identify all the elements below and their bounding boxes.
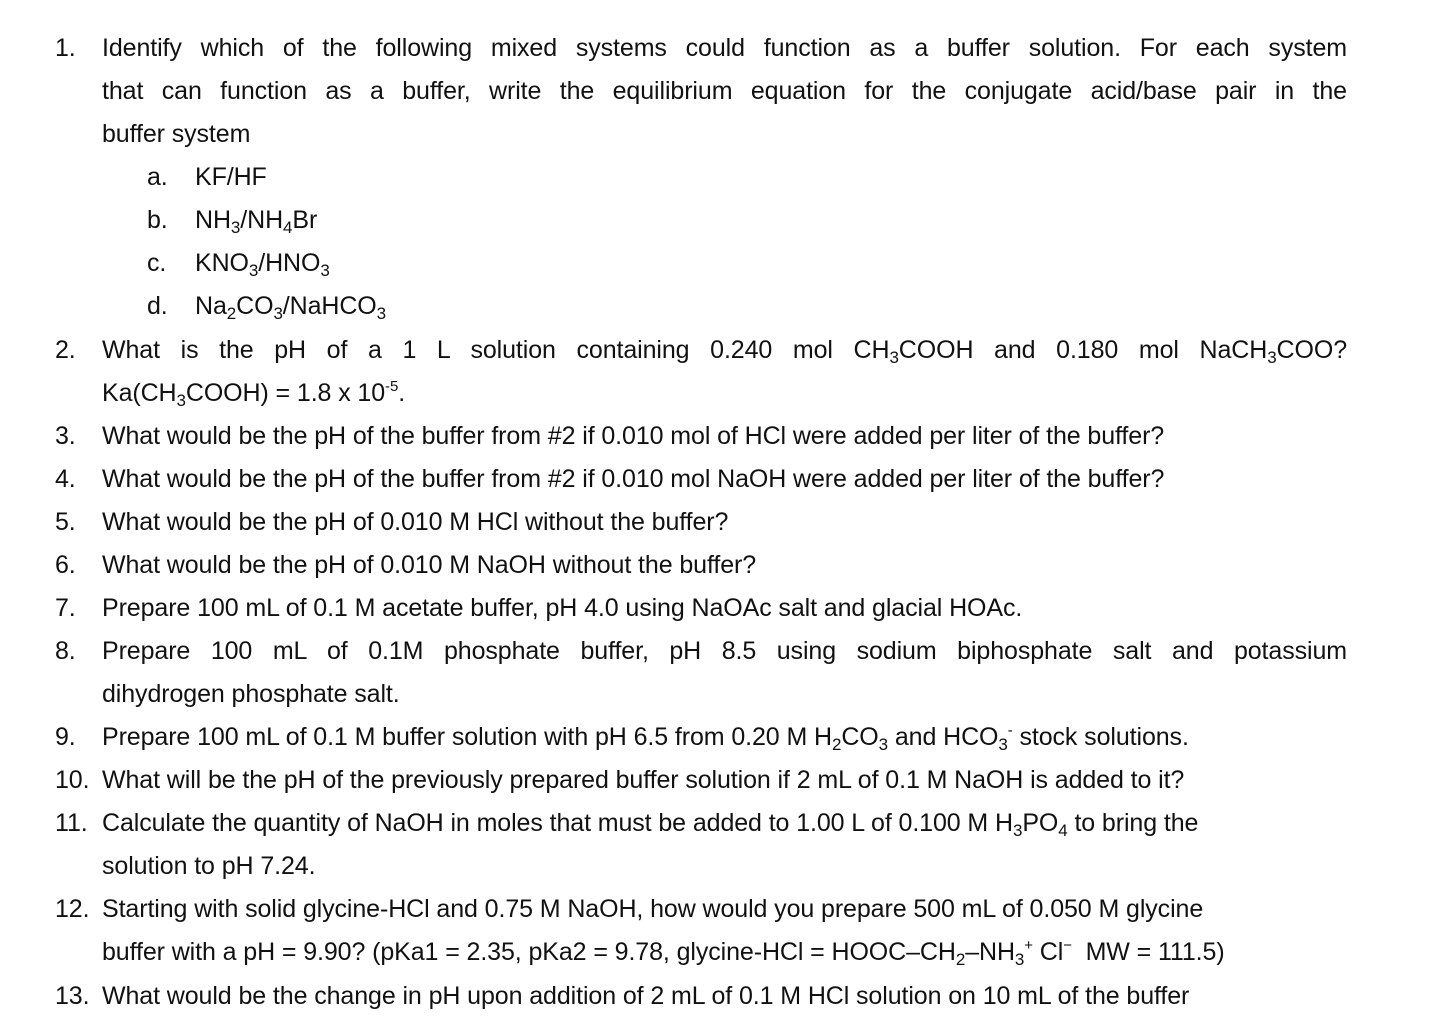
question-number: 4. [55, 465, 76, 493]
question-text-line: What will be the pH of the previously prepared buffer solution if 2 mL of 0.1 M NaOH is added to it? [102, 766, 1185, 794]
question-number: 12. [55, 895, 90, 923]
question-text-line: Prepare 100 mL of 0.1 M acetate buffer, pH 4.0 using NaOAc salt and glacial HOAc. [102, 594, 1023, 622]
question-text-line: Prepare 100 mL of 0.1 M buffer solution with pH 6.5 from 0.20 M $H_2CO_3$ and $HCO_3^-$ stock solutions. [102, 722, 1189, 754]
question-number: 2. [55, 336, 76, 364]
option-text: $KNO_3/HNO_3$ [195, 249, 330, 280]
question-text-line: $Ka(CH_3COOH) = 1.8$ x $10^{-5}$. [102, 378, 406, 410]
question-number: 5. [55, 508, 76, 536]
option-letter: d. [147, 292, 168, 320]
question-text-line: buffer with a pH = 9.90? (pKa1 = 2.35, pKa2 = 9.78, glycine-HCl = HOOC–$CH_2-NH_3^+$ Cl− MW = 111.5) [102, 937, 1225, 969]
option-letter: b. [147, 206, 168, 234]
question-number: 13. [55, 982, 90, 1010]
option-text: KF/HF [195, 163, 267, 191]
option-text: $NH_3/NH_4Br$ [195, 206, 318, 237]
question-text-line: Prepare 100 mL of 0.1M phosphate buffer, pH 8.5 using sodium biphosphate salt and potassium [102, 637, 1347, 665]
question-number: 8. [55, 637, 76, 665]
question-number: 11. [55, 809, 88, 837]
option-letter: a. [147, 163, 168, 191]
question-number: 3. [55, 422, 76, 450]
question-text-line: What would be the pH of the buffer from #2 if 0.010 mol of HCl were added per liter of the buffer? [102, 422, 1165, 450]
question-number: 1. [55, 34, 76, 62]
question-text-line: What would be the pH of 0.010 M HCl without the buffer? [102, 508, 729, 536]
question-text-line: dihydrogen phosphate salt. [102, 680, 400, 708]
option-text: $Na_2CO_3/NaHCO_3$ [195, 292, 387, 323]
question-text-line: What would be the change in pH upon addition of 2 mL of 0.1 M HCl solution on 10 mL of the buffer [102, 982, 1190, 1010]
question-number: 7. [55, 594, 76, 622]
question-number: 10. [55, 766, 90, 794]
question-number: 9. [55, 723, 76, 751]
question-text-line: What would be the pH of 0.010 M NaOH without the buffer? [102, 551, 757, 579]
question-text-line: Identify which of the following mixed systems could function as a buffer solution. For each system [102, 34, 1347, 62]
option-letter: c. [147, 249, 167, 277]
question-text-line: What is the pH of a 1 L solution containing 0.240 mol $CH_3COOH$ and 0.180 mol NaCH$_3$COO? [102, 336, 1347, 367]
question-text-line: Calculate the quantity of NaOH in moles that must be added to 1.00 L of 0.100 M $H_3PO_4$ to bring the [102, 809, 1199, 840]
question-text-line: Starting with solid glycine-HCl and 0.75 M NaOH, how would you prepare 500 mL of 0.050 M glycine [102, 895, 1204, 923]
question-text-line: buffer system [102, 120, 251, 148]
question-text-line: solution to pH 7.24. [102, 852, 316, 880]
question-text-line: that can function as a buffer, write the equilibrium equation for the conjugate acid/base pair in the [102, 77, 1347, 105]
question-text-line: What would be the pH of the buffer from #2 if 0.010 mol NaOH were added per liter of the buffer? [102, 465, 1165, 493]
question-number: 6. [55, 551, 76, 579]
